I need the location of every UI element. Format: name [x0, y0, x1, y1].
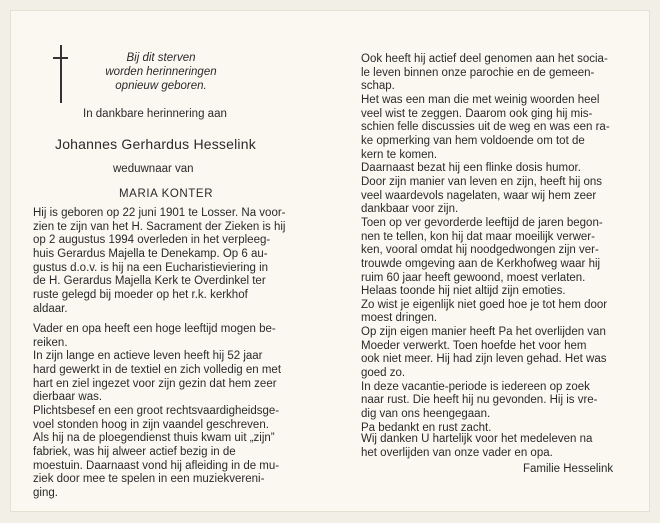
text-line: de H. Gerardus Majella Kerk te Overdinkel ter [33, 275, 266, 288]
motto-line: opnieuw geboren. [115, 80, 207, 92]
text-line: dankbaar voor zijn. [361, 203, 459, 216]
deceased-name: Johannes Gerhardus Hesselink [55, 136, 256, 152]
text-line: ging. [33, 486, 58, 499]
text-line: gustus d.o.v. is hij na een Eucharistieviering in [33, 261, 269, 274]
left-paragraph-1 [33, 207, 286, 316]
text-line: Vader en opa heeft een hoge leeftijd mogen be- [33, 323, 276, 335]
right-paragraph-1 [361, 53, 610, 435]
text-line: dig van ons heengegaan. [361, 408, 491, 421]
wife-name: MARIA KONTER [119, 188, 214, 200]
text-line: Ook heeft hij actief deel genomen aan het socia- [361, 53, 608, 65]
text-line: Als hij na de ploegendienst thuis kwam uit „zijn” [33, 432, 275, 445]
text-line: ke opmerking van hem voldoende om tot de [361, 134, 585, 147]
text-line: ruste gelegd bij moeder op het r.k. kerkhof [33, 288, 248, 301]
text-line: het overlijden van onze vader en opa. [361, 446, 553, 459]
text-line: le leven binnen onze parochie en de gemeen- [361, 66, 595, 79]
text-line: Het was een man die met weinig woorden heel [361, 93, 600, 106]
motto-line: worden herinneringen [105, 66, 217, 78]
text-line: schap. [361, 80, 395, 93]
text-line: In zijn lange en actieve leven heeft hij 52 jaar [33, 350, 263, 363]
right-paragraph-2 [361, 433, 592, 460]
text-line: ken, vooral omdat hij noodgedwongen zijn ver- [361, 244, 599, 257]
text-line: Door zijn manier van leven en zijn, heeft hij ons [361, 175, 602, 188]
text-line: Moeder verwerkt. Toen hoefde het voor hem [361, 339, 587, 352]
text-line: Op zijn eigen manier heeft Pa het overlijden van [361, 326, 606, 339]
text-line: ziek door mee te spelen in een muziekvereni- [33, 473, 265, 486]
motto [101, 51, 221, 93]
text-line: ook niet meer. Hij had zijn leven gehad. Het was [361, 353, 607, 366]
text-line: In deze vacantie-periode is iedereen op zoek [361, 380, 590, 393]
text-line: kern te komen. [361, 148, 438, 161]
text-line: moestuin. Daarnaast vond hij afleiding in de mu- [33, 459, 280, 472]
text-line: goed zo. [361, 367, 406, 380]
signature: Familie Hesselink [523, 463, 614, 475]
text-line: reiken. [33, 336, 68, 349]
text-line: Toen op ver gevorderde leeftijd de jaren begon- [361, 216, 603, 229]
memory-line: In dankbare herinnering aan [83, 108, 227, 120]
widower-line: weduwnaar van [113, 163, 194, 175]
text-line: ruim 60 jaar heeft gewoond, moest verlaten. [361, 271, 586, 284]
text-line: aldaar. [33, 302, 68, 315]
text-line: Zo wist je eigenlijk niet goed hoe je tot hem door [361, 298, 608, 311]
text-line: trouwde omgeving aan de Kerkhofweg waar hij [361, 257, 601, 270]
text-line: moest dringen. [361, 312, 438, 325]
text-line: Hij is geboren op 22 juni 1901 te Losser. Na voor- [33, 207, 286, 219]
text-line: fabriek, was hij alweer actief bezig in de [33, 445, 236, 458]
text-line: voel stonden hoog in zijn vaandel geschreven. [33, 418, 269, 431]
motto-line: Bij dit sterven [126, 52, 196, 64]
text-line: naar rust. Die heeft hij nu gevonden. Hij is vre- [361, 394, 598, 407]
text-line: Daarnaast bezat hij een flinke dosis humor. [361, 162, 581, 175]
left-paragraph-2 [33, 323, 281, 501]
text-line: hart en ziel ingezet voor zijn gezin dat hem zeer [33, 377, 277, 390]
text-line: veel wist te zeggen. Daarom ook ging hij mis- [361, 107, 593, 120]
text-line: zien te zijn van het H. Sacrament der Zieken is hij [33, 220, 286, 233]
cross-icon [51, 45, 71, 103]
memorial-card [10, 10, 650, 512]
text-line: Helaas toonde hij niet altijd zijn emoties. [361, 285, 566, 298]
text-line: nen te tellen, kon hij dat maar moeilijk verwer- [361, 230, 595, 243]
text-line: schien felle discussies uit de weg en was een ra- [361, 121, 610, 134]
text-line: Wij danken U hartelijk voor het medeleven na [361, 433, 593, 445]
text-line: dierbaar was. [33, 391, 103, 404]
text-line: hard gewerkt in de textiel en zich volledig en met [33, 363, 282, 376]
text-line: op 2 augustus 1994 overleden in het verpleeg- [33, 234, 271, 247]
text-line: Pa bedankt en rust zacht. [361, 421, 492, 434]
text-line: huis Gerardus Majella te Denekamp. Op 6 au- [33, 247, 268, 260]
text-line: veel waardevols nagelaten, waar wij hem zeer [361, 189, 597, 202]
text-line: Plichtsbesef en een groot rechtsvaardigheidsge- [33, 404, 280, 417]
